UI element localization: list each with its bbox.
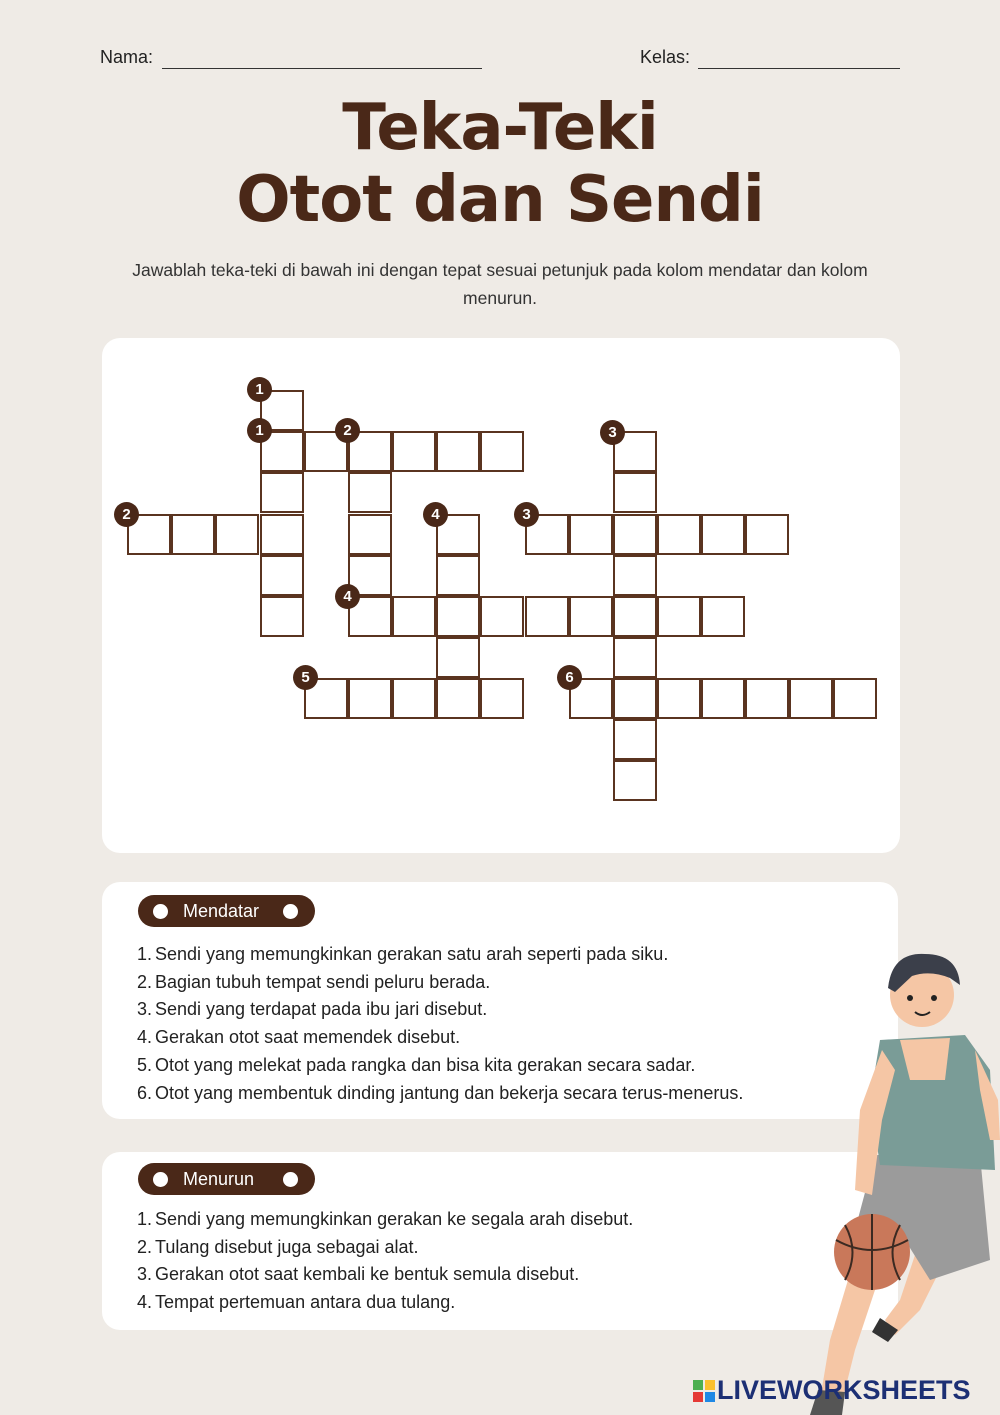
clue-number-badge: 3 [514, 502, 539, 527]
clue-text: Sendi yang memungkinkan gerakan satu arah seperti pada siku. [155, 944, 669, 964]
crossword-cell[interactable] [348, 678, 392, 719]
crossword-cell[interactable] [392, 596, 436, 637]
crossword-cell[interactable] [480, 431, 524, 472]
name-label: Nama: [100, 47, 154, 67]
clue-number-badge: 4 [423, 502, 448, 527]
clue-number: 4. [137, 1292, 153, 1313]
basketball-player-illustration [800, 940, 1000, 1415]
crossword-cell[interactable] [613, 678, 657, 719]
title-line-2: Otot dan Sendi [236, 163, 764, 237]
clue-number-badge: 4 [335, 584, 360, 609]
liveworksheets-watermark [693, 1375, 993, 1407]
menurun-pill [138, 1163, 315, 1195]
clue-number: 4. [137, 1027, 153, 1048]
crossword-cell[interactable] [657, 596, 701, 637]
clue-item [137, 1052, 857, 1080]
crossword-cell[interactable] [613, 514, 657, 555]
pill-dot-icon [283, 904, 298, 919]
clue-item [137, 1261, 857, 1289]
class-label: Kelas: [640, 47, 691, 67]
crossword-cell[interactable] [392, 678, 436, 719]
crossword-cell[interactable] [436, 596, 480, 637]
clue-number: 2. [137, 971, 153, 992]
clue-text: Otot yang membentuk dinding jantung dan bekerja secara terus-menerus. [155, 1082, 744, 1103]
mendatar-clue-list [137, 941, 857, 1107]
clue-number-badge: 1 [247, 418, 272, 443]
crossword-cell[interactable] [436, 637, 480, 678]
crossword-cell[interactable] [260, 596, 304, 637]
clue-number-badge: 2 [114, 502, 139, 527]
crossword-cell[interactable] [436, 678, 480, 719]
crossword-cell[interactable] [480, 678, 524, 719]
clue-item [137, 941, 857, 969]
pill-dot-icon [153, 904, 168, 919]
clue-text: Sendi yang terdapat pada ibu jari disebut. [155, 999, 488, 1020]
crossword-cell[interactable] [657, 678, 701, 719]
clue-number: 1. [137, 1209, 153, 1229]
clue-text: Gerakan otot saat memendek disebut. [155, 1027, 461, 1048]
clue-number: 3. [137, 1264, 153, 1285]
clue-text: Bagian tubuh tempat sendi peluru berada. [155, 971, 491, 992]
instructions-text: Jawablah teka-teki di bawah ini dengan tepat sesuai petunjuk pada kolom mendatar dan kolom menurun. [132, 260, 868, 308]
clue-item [137, 1289, 857, 1317]
pill-dot-icon [283, 1172, 298, 1187]
pill-dot-icon [153, 1172, 168, 1187]
crossword-cell[interactable] [260, 555, 304, 596]
crossword-cell[interactable] [569, 596, 613, 637]
clue-number: 2. [137, 1236, 153, 1257]
crossword-cell[interactable] [569, 514, 613, 555]
crossword-cell[interactable] [745, 514, 789, 555]
title-line-1: Teka-Teki [342, 91, 658, 165]
crossword-cell[interactable] [436, 431, 480, 472]
crossword-cell[interactable] [833, 678, 877, 719]
clue-item [137, 1080, 857, 1108]
clue-number-badge: 5 [293, 665, 318, 690]
clue-number: 3. [137, 999, 153, 1020]
clue-number: 6. [137, 1082, 153, 1103]
crossword-cell[interactable] [480, 596, 524, 637]
crossword-cell[interactable] [613, 472, 657, 513]
crossword-cell[interactable] [215, 514, 259, 555]
crossword-cell[interactable] [613, 555, 657, 596]
mendatar-pill [138, 895, 315, 927]
clue-text: Otot yang melekat pada rangka dan bisa kita gerakan secara sadar. [155, 1054, 696, 1075]
crossword-cell[interactable] [260, 472, 304, 513]
clue-number: 1. [137, 944, 153, 964]
crossword-cell[interactable] [701, 678, 745, 719]
crossword-cell[interactable] [745, 678, 789, 719]
crossword-cell[interactable] [525, 596, 569, 637]
crossword-cell[interactable] [613, 760, 657, 801]
crossword-cell[interactable] [171, 514, 215, 555]
crossword-cell[interactable] [613, 719, 657, 760]
mendatar-label: Mendatar [183, 901, 260, 921]
clue-text: Tulang disebut juga sebagai alat. [155, 1236, 419, 1257]
clue-number: 5. [137, 1054, 153, 1075]
clue-item [137, 969, 857, 997]
crossword-cell[interactable] [348, 514, 392, 555]
menurun-label: Menurun [183, 1169, 255, 1189]
liveworksheets-logo-icon [693, 1380, 715, 1402]
crossword-cell[interactable] [613, 596, 657, 637]
clue-number-badge: 6 [557, 665, 582, 690]
clue-text: Sendi yang memungkinkan gerakan ke segala arah disebut. [155, 1209, 634, 1229]
clue-text: Tempat pertemuan antara dua tulang. [155, 1292, 456, 1313]
liveworksheets-logo-text: LIVEWORKSHEETS [717, 1375, 971, 1405]
clue-item [137, 1234, 857, 1262]
clue-item [137, 1206, 857, 1234]
crossword-cell[interactable] [436, 555, 480, 596]
clue-item [137, 1024, 857, 1052]
crossword-cell[interactable] [613, 637, 657, 678]
clue-number-badge: 3 [600, 420, 625, 445]
crossword-cell[interactable] [657, 514, 701, 555]
crossword-cell[interactable] [701, 596, 745, 637]
crossword-cell[interactable] [260, 514, 304, 555]
crossword-cell[interactable] [348, 472, 392, 513]
clue-text: Gerakan otot saat kembali ke bentuk semula disebut. [155, 1264, 580, 1285]
menurun-clue-list [137, 1206, 857, 1317]
crossword-cell[interactable] [789, 678, 833, 719]
crossword-cell[interactable] [392, 431, 436, 472]
clue-number-badge: 2 [335, 418, 360, 443]
clue-number-badge: 1 [247, 377, 272, 402]
crossword-cell[interactable] [701, 514, 745, 555]
clue-item [137, 996, 857, 1024]
